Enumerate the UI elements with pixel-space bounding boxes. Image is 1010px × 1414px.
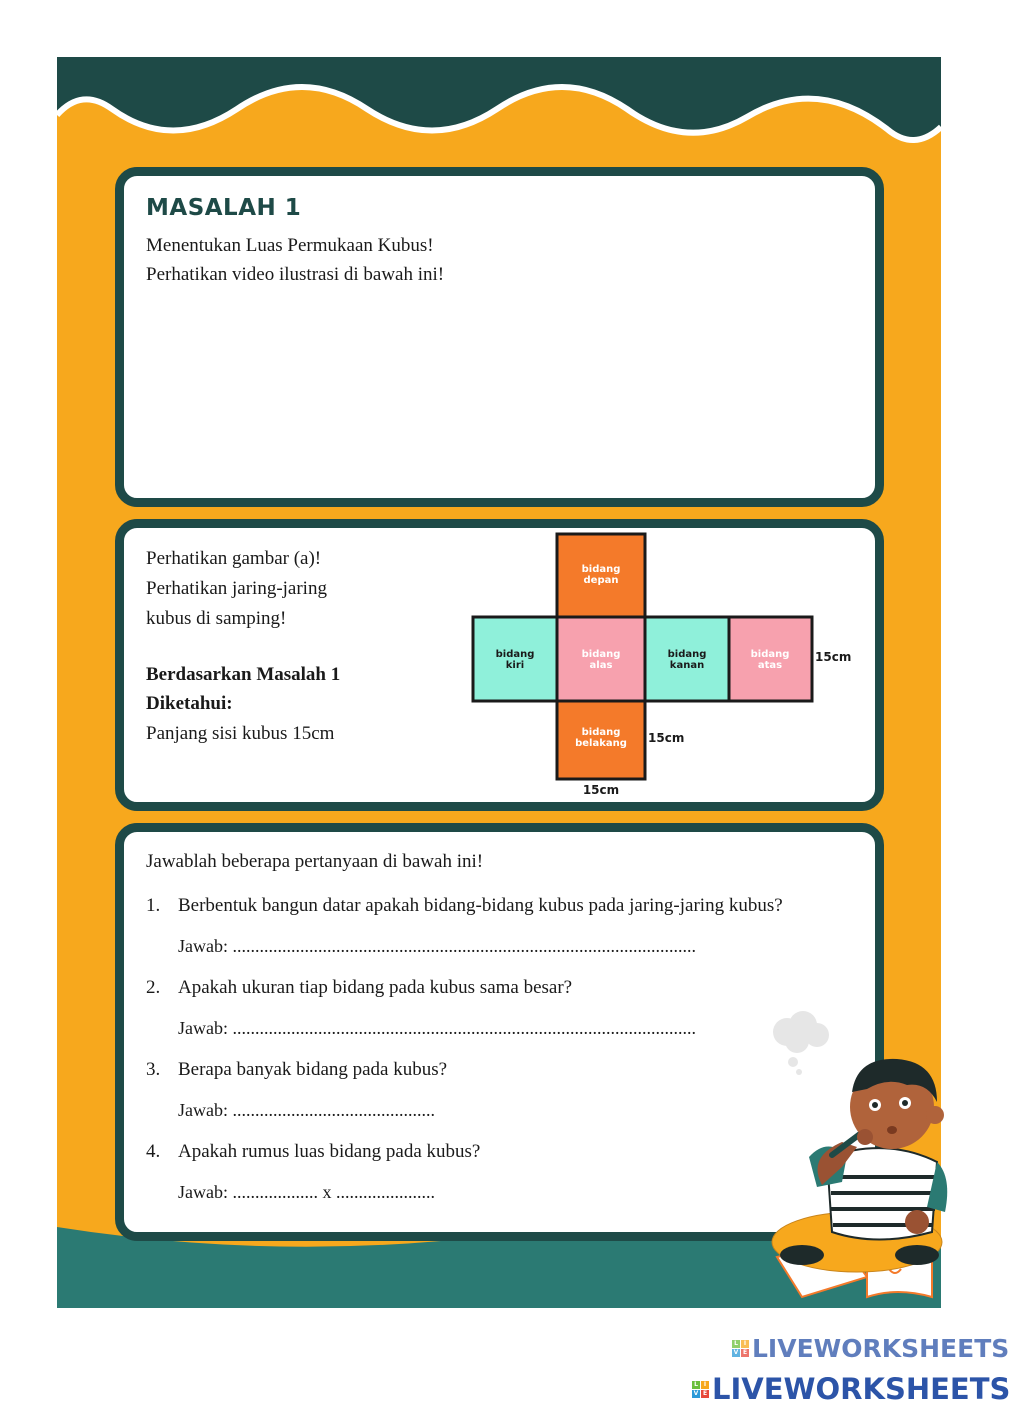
based-on-label: Berdasarkan Masalah 1 [146, 664, 341, 685]
cube-net-panel [115, 519, 884, 811]
question-1-text: Berbentuk bangun datar apakah bidang-bidang kubus pada jaring-jaring kubus? [178, 895, 783, 916]
answer-1-field[interactable]: Jawab: ....................................................................................................... [178, 936, 696, 956]
questions-intro: Jawablah beberapa pertanyaan di bawah ini! [146, 851, 484, 872]
masalah-line-1: Menentukan Luas Permukaan Kubus! [146, 235, 434, 256]
dimension-right-label: 15cm [815, 650, 852, 664]
face-alas-label-2: alas [589, 660, 613, 671]
face-kanan-label-2: kanan [669, 660, 705, 671]
masalah-line-2: Perhatikan video ilustrasi di bawah ini! [146, 264, 445, 285]
face-atas-label-1: bidang [750, 649, 790, 660]
cube-net-diagram [124, 528, 893, 820]
face-depan-label-2: depan [583, 575, 619, 586]
question-3-text: Berapa banyak bidang pada kubus? [178, 1059, 448, 1080]
masalah-title: MASALAH 1 [146, 195, 302, 221]
answer-3-field[interactable]: Jawab: ............................................. [178, 1100, 435, 1120]
face-atas-label-2: atas [757, 660, 783, 671]
face-kiri-label-2: kiri [505, 660, 525, 671]
question-2-text: Apakah ukuran tiap bidang pada kubus sama besar? [178, 977, 573, 998]
worksheet-page [57, 57, 1010, 1363]
thinking-boy-illustration [747, 1007, 947, 1307]
face-alas-label-1: bidang [581, 649, 621, 660]
question-4-text: Apakah rumus luas bidang pada kubus? [178, 1141, 481, 1162]
face-belakang-label-2: belakang [575, 738, 627, 749]
inner-watermark [732, 1334, 1009, 1363]
top-wave-decoration [57, 57, 941, 177]
question-4-number: 4. [146, 1141, 161, 1162]
answer-4-field[interactable]: Jawab: ................... x ...................... [178, 1182, 435, 1202]
thought-cloud-icon [773, 1011, 829, 1075]
masalah-panel [115, 167, 884, 507]
liveworksheets-footer-logo-icon: L I V E [693, 1380, 708, 1397]
question-1-number: 1. [146, 895, 161, 916]
known-value: Panjang sisi kubus 15cm [146, 723, 335, 744]
liveworksheets-logo-icon: L I V E [733, 1340, 748, 1356]
answer-2-field[interactable]: Jawab: ....................................................................................................... [178, 1018, 696, 1038]
footer-watermark [692, 1372, 1010, 1406]
face-belakang-label-1: bidang [581, 727, 621, 738]
gambar-line-3: kubus di samping! [146, 608, 287, 629]
dimension-side-label: 15cm [648, 731, 685, 745]
question-3-number: 3. [146, 1059, 161, 1080]
gambar-line-2: Perhatikan jaring-jaring [146, 578, 327, 599]
dimension-bottom-label: 15cm [582, 783, 620, 797]
known-label: Diketahui: [146, 693, 233, 714]
footer-watermark-text: LIVEWORKSHEETS [712, 1372, 1010, 1406]
inner-watermark-text: LIVEWORKSHEETS [752, 1334, 1010, 1363]
face-kiri-label-1: bidang [495, 649, 535, 660]
question-2-number: 2. [146, 977, 161, 998]
face-kanan-label-1: bidang [667, 649, 707, 660]
face-depan-label-1: bidang [581, 564, 621, 575]
gambar-line-1: Perhatikan gambar (a)! [146, 548, 322, 569]
